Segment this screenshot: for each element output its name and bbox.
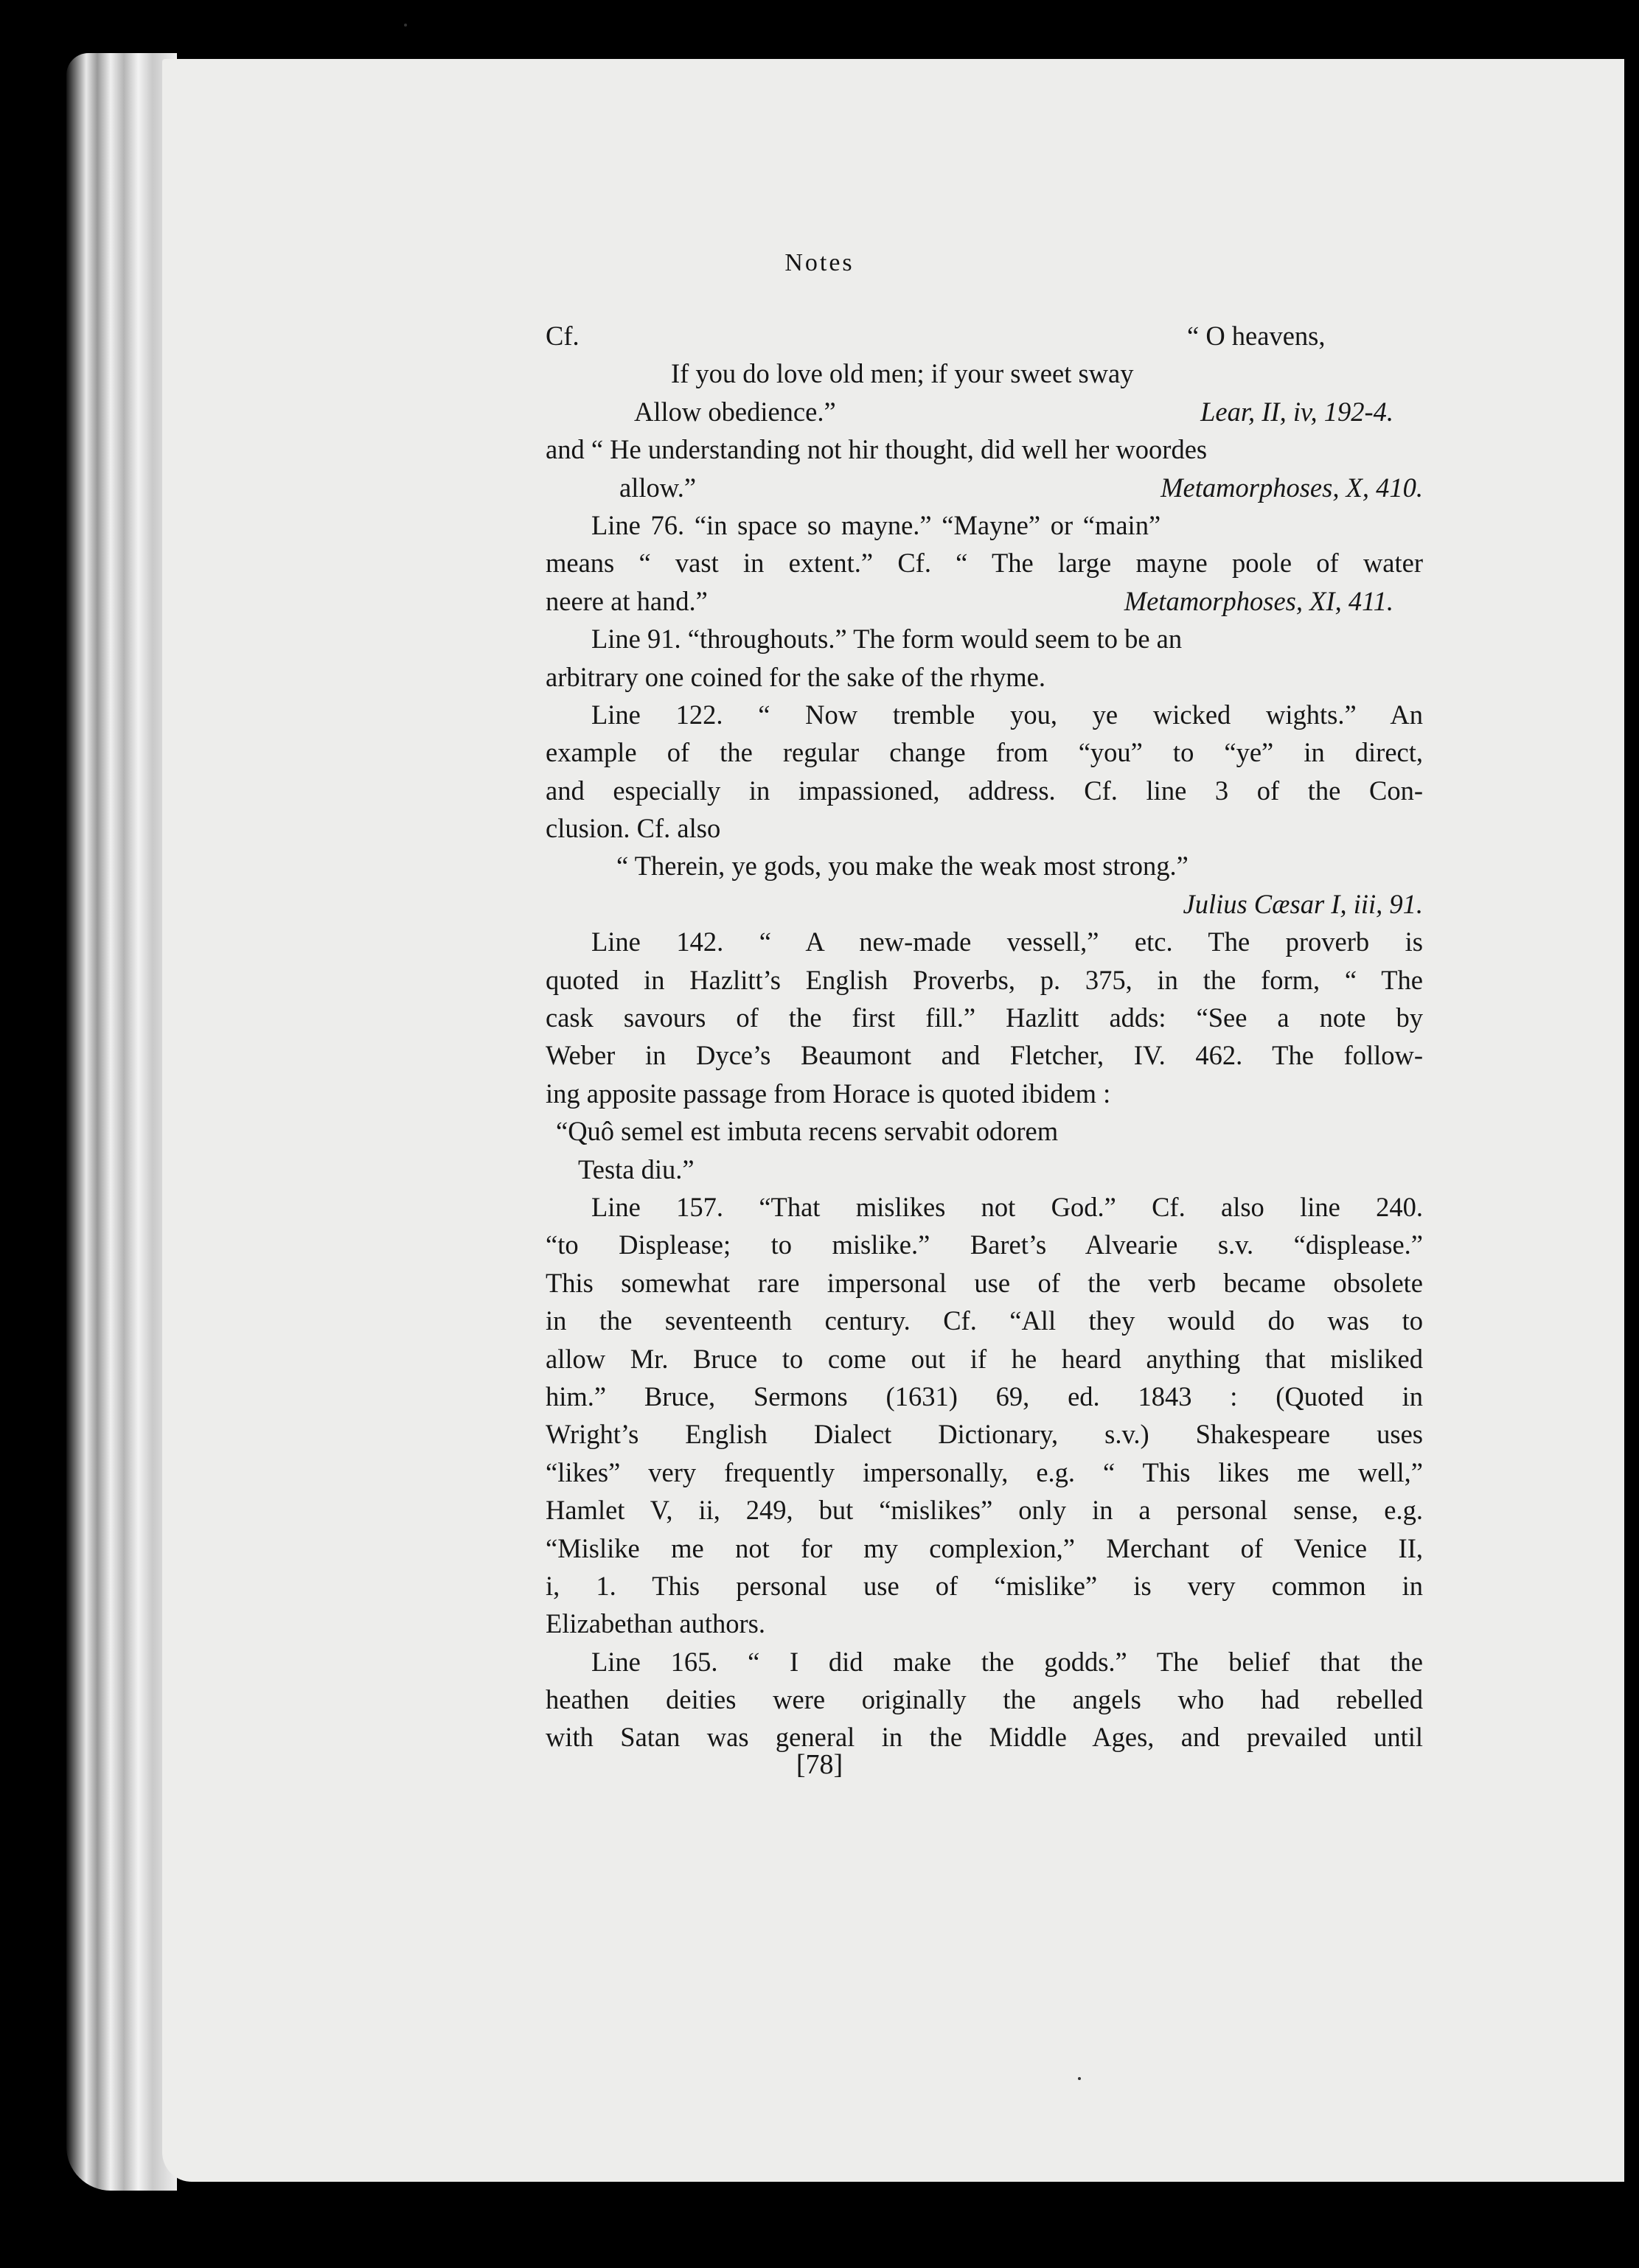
running-header: Notes [784,249,855,276]
scan-speck [404,24,407,27]
line-25: “to Displease; to mislike.” Baret’s Alvearie s.v. “displease.” [546,1229,1423,1260]
line-20: Weber in Dyce’s Beaumont and Fletcher, IV. 462. The follow- [546,1040,1423,1071]
line-22: “Quô semel est imbuta recens servabit odorem [556,1116,1059,1147]
line-5: allow.” Metamorphoses, X, 410. [619,472,1423,503]
line-29: him.” Bruce, Sermons (1631) 69, ed. 1843 : (Quoted in [546,1381,1423,1412]
line-21: ing apposite passage from Horace is quoted ibidem : [546,1078,1111,1109]
line-15: “ Therein, ye gods, you make the weak most strong.” [616,851,1189,882]
line-17: Line 142. “ A new-made vessell,” etc. The proverb is [591,927,1423,957]
line-38: with Satan was general in the Middle Ages, and prevailed until [546,1722,1423,1753]
line-6: Line 76. “in space so mayne.” “Mayne” or “main” [591,509,1161,540]
line-26: This somewhat rare impersonal use of the verb became obsolete [546,1267,1423,1298]
line-19: cask savours of the first fill.” Hazlitt adds: “See a note by [546,1002,1423,1033]
line-23: Testa diu.” [578,1154,695,1184]
page-number: [78] [796,1749,843,1780]
line-1: Cf. “ O heavens, [546,321,1326,351]
line-12: example of the regular change from “you” to “ye” in direct, [546,737,1423,768]
line-35: Elizabethan authors. [546,1608,765,1639]
line-33: “Mislike me not for my complexion,” Merchant of Venice II, [546,1532,1423,1563]
line-28: allow Mr. Bruce to come out if he heard anything that misliked [546,1343,1423,1374]
page-right-border [1624,44,1639,2226]
line-9: Line 91. “throughouts.” The form would seem to be an [591,624,1183,655]
line-18: quoted in Hazlitt’s English Proverbs, p. 375, in the form, “ The [546,964,1423,995]
line-10: arbitrary one coined for the sake of the rhyme. [546,661,1046,692]
line-30: Wright’s English Dialect Dictionary, s.v.) Shakespeare uses [546,1419,1423,1450]
line-31: “likes” very frequently impersonally, e.g. “ This likes me well,” [546,1456,1423,1487]
line-8: neere at hand.” Metamorphoses, XI, 411. [546,585,1393,616]
line-3: Allow obedience.” Lear, II, iv, 192-4. [634,396,1393,427]
line-4: and “ He understanding not hir thought, did well her woordes [546,434,1208,465]
line-36: Line 165. “ I did make the godds.” The belief that the [591,1646,1423,1677]
page-stack-edge [66,53,177,2191]
line-27: in the seventeenth century. Cf. “All they would do was to [546,1305,1423,1336]
notes-body [546,317,1423,1756]
line-11: Line 122. “ Now tremble you, ye wicked wights.” An [591,699,1423,730]
line-37: heathen deities were originally the angels who had rebelled [546,1684,1423,1715]
line-7: means “ vast in extent.” Cf. “ The large mayne poole of water [546,548,1423,579]
line-16: Julius Cæsar I, iii, 91. [1183,888,1423,919]
line-32: Hamlet V, ii, 249, but “mislikes” only in a personal sense, e.g. [546,1495,1423,1526]
line-34: i, 1. This personal use of “mislike” is very common in [546,1570,1423,1601]
scan-speck [1078,2077,1081,2080]
line-24: Line 157. “That mislikes not God.” Cf. also line 240. [591,1191,1423,1222]
line-13: and especially in impassioned, address. Cf. line 3 of the Con- [546,775,1423,806]
line-14: clusion. Cf. also [546,813,721,844]
line-2: If you do love old men; if your sweet sway [671,358,1134,389]
